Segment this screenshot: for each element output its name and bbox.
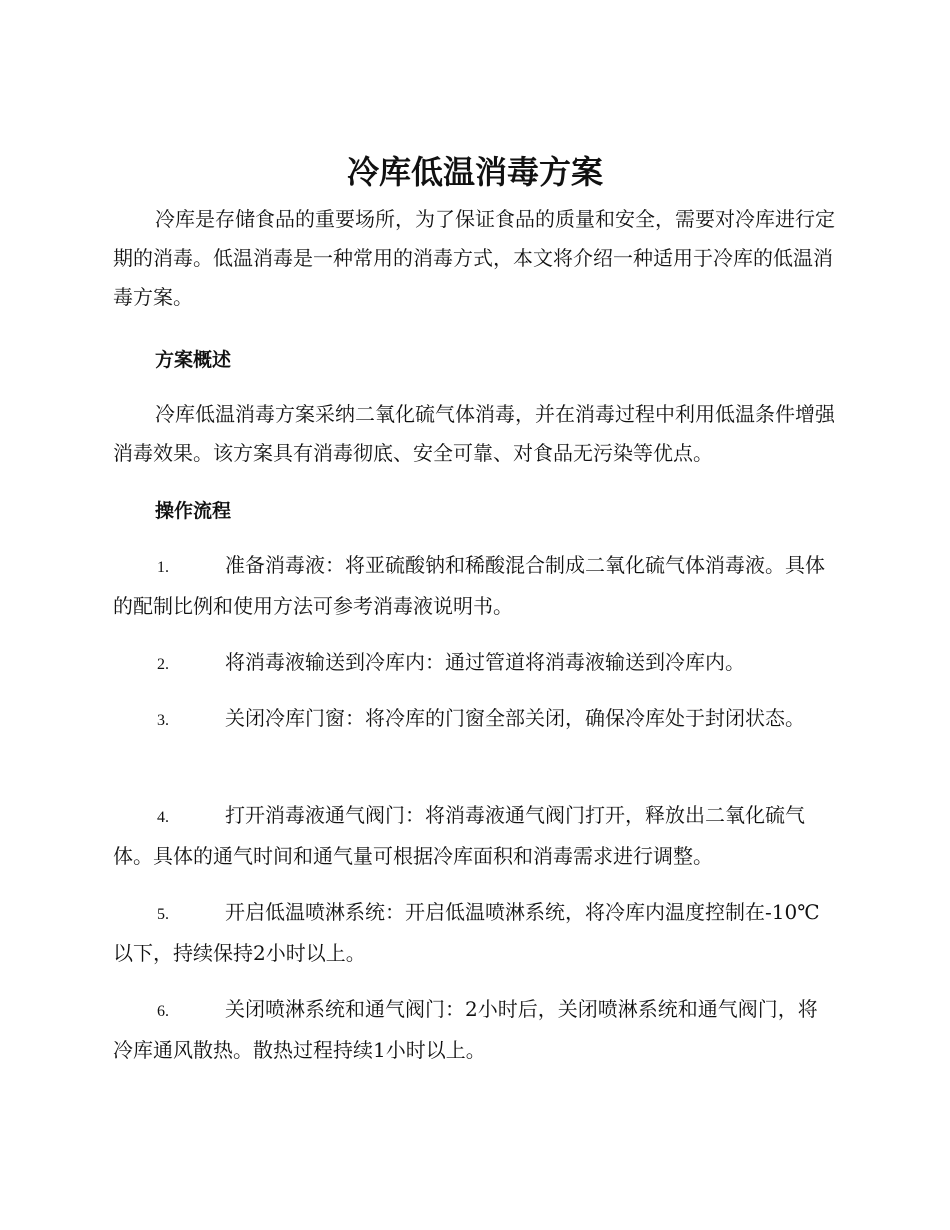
section-heading-procedure: 操作流程: [155, 500, 232, 522]
step-number: 5.: [157, 906, 169, 923]
overview-paragraph: 冷库低温消毒方案采纳二氧化硫气体消毒，并在消毒过程中利用低温条件增强消毒效果。该方案具有消毒彻底、安全可靠、对食品无污染等优点。: [113, 402, 835, 465]
step-item: [113, 893, 835, 973]
step-text: 将消毒液输送到冷库内：通过管道将消毒液输送到冷库内。: [225, 650, 745, 674]
step-number: 3.: [157, 712, 169, 729]
step-number: 6.: [157, 1003, 169, 1020]
step-text: 打开消毒液通气阀门：将消毒液通气阀门打开，释放出二氧化硫气体。具体的通气时间和通气量可根据冷库面积和消毒需求进行调整。: [113, 803, 805, 868]
step-number: 2.: [157, 656, 169, 673]
section-heading-overview: 方案概述: [155, 349, 232, 371]
step-item: [113, 796, 835, 876]
step-item: [113, 643, 835, 684]
step-number: 1.: [157, 559, 169, 576]
intro-paragraph: 冷库是存储食品的重要场所，为了保证食品的质量和安全，需要对冷库进行定期的消毒。低温消毒是一种常用的消毒方式，本文将介绍一种适用于冷库的低温消毒方案。: [113, 207, 835, 309]
step-text: 准备消毒液：将亚硫酸钠和稀酸混合制成二氧化硫气体消毒液。具体的配制比例和使用方法可参考消毒液说明书。: [113, 553, 825, 618]
step-number: 4.: [157, 809, 169, 826]
step-text: 关闭冷库门窗：将冷库的门窗全部关闭，确保冷库处于封闭状态。: [225, 706, 805, 730]
document-title: 冷库低温消毒方案: [346, 153, 603, 191]
step-item: [113, 546, 835, 626]
step-text: 开启低温喷淋系统：开启低温喷淋系统，将冷库内温度控制在-10℃以下，持续保持2小时以上。: [113, 900, 820, 965]
step-item: [113, 990, 835, 1070]
step-item: [113, 699, 835, 740]
step-text: 关闭喷淋系统和通气阀门：2小时后，关闭喷淋系统和通气阀门，将冷库通风散热。散热过程持续1小时以上。: [113, 997, 818, 1062]
